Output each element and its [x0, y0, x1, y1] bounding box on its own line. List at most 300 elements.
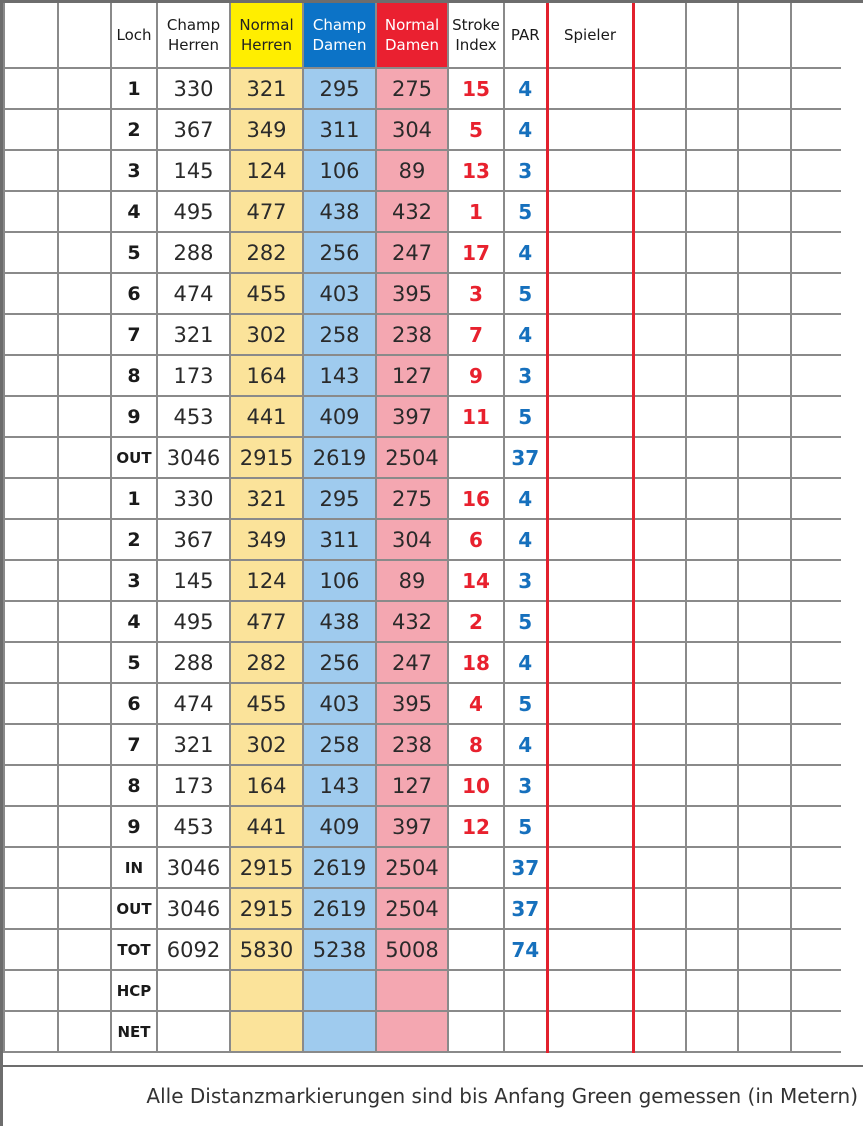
spieler-score-cell[interactable]	[547, 888, 633, 929]
player-mark-cell-b[interactable]	[58, 929, 111, 970]
score-cell[interactable]	[738, 970, 791, 1011]
spieler-score-cell[interactable]	[547, 191, 633, 232]
stroke-index-cell: 1	[448, 191, 504, 232]
blank-header-d	[686, 3, 738, 68]
score-cell[interactable]	[738, 355, 791, 396]
player-mark-cell-b[interactable]	[58, 601, 111, 642]
player-mark-cell-a[interactable]	[4, 970, 58, 1011]
champ-damen-cell: 2619	[303, 437, 376, 478]
player-mark-cell-b[interactable]	[58, 355, 111, 396]
score-cell[interactable]	[738, 683, 791, 724]
score-cell[interactable]	[633, 560, 686, 601]
score-cell[interactable]	[686, 150, 738, 191]
player-mark-cell-a[interactable]	[4, 601, 58, 642]
score-cell[interactable]	[791, 683, 841, 724]
champ-herren-cell: 367	[157, 519, 230, 560]
player-mark-cell-a[interactable]	[4, 642, 58, 683]
score-cell[interactable]	[633, 642, 686, 683]
table-row	[4, 888, 841, 929]
stroke-index-cell: 12	[448, 806, 504, 847]
score-cell[interactable]	[633, 519, 686, 560]
player-mark-cell-b[interactable]	[58, 232, 111, 273]
blank-header-c	[633, 3, 686, 68]
score-cell[interactable]	[633, 724, 686, 765]
score-cell[interactable]	[686, 437, 738, 478]
player-mark-cell-b[interactable]	[58, 970, 111, 1011]
score-cell[interactable]	[633, 929, 686, 970]
score-cell[interactable]	[686, 273, 738, 314]
score-cell[interactable]	[686, 888, 738, 929]
score-cell[interactable]	[738, 847, 791, 888]
score-cell[interactable]	[791, 437, 841, 478]
score-cell[interactable]	[738, 642, 791, 683]
score-cell[interactable]	[738, 560, 791, 601]
score-cell[interactable]	[738, 478, 791, 519]
score-cell[interactable]	[686, 1011, 738, 1052]
score-cell[interactable]	[791, 314, 841, 355]
spieler-score-cell[interactable]	[547, 519, 633, 560]
player-mark-cell-b[interactable]	[58, 642, 111, 683]
normal-damen-cell: 395	[376, 273, 448, 314]
champ-herren-cell	[157, 970, 230, 1011]
stroke-index-cell: 8	[448, 724, 504, 765]
score-cell[interactable]	[633, 437, 686, 478]
score-cell[interactable]	[633, 314, 686, 355]
score-cell[interactable]	[738, 724, 791, 765]
hole-cell: 8	[111, 355, 157, 396]
player-mark-cell-b[interactable]	[58, 724, 111, 765]
player-mark-cell-a[interactable]	[4, 724, 58, 765]
player-mark-cell-a[interactable]	[4, 683, 58, 724]
player-mark-cell-b[interactable]	[58, 888, 111, 929]
normal-damen-cell: 304	[376, 519, 448, 560]
player-mark-cell-a[interactable]	[4, 355, 58, 396]
champ-damen-cell: 258	[303, 314, 376, 355]
score-cell[interactable]	[633, 765, 686, 806]
player-mark-cell-a[interactable]	[4, 109, 58, 150]
score-cell[interactable]	[791, 724, 841, 765]
champ-damen-cell: 438	[303, 191, 376, 232]
normal-herren-cell	[230, 1011, 303, 1052]
hole-cell: OUT	[111, 437, 157, 478]
normal-herren-cell: 477	[230, 601, 303, 642]
hole-cell: HCP	[111, 970, 157, 1011]
par-cell: 4	[504, 109, 547, 150]
spieler-score-cell[interactable]	[547, 806, 633, 847]
normal-herren-cell: 2915	[230, 437, 303, 478]
player-mark-cell-a[interactable]	[4, 396, 58, 437]
score-cell[interactable]	[686, 519, 738, 560]
score-cell[interactable]	[633, 478, 686, 519]
player-mark-cell-b[interactable]	[58, 560, 111, 601]
score-cell[interactable]	[633, 806, 686, 847]
player-mark-cell-b[interactable]	[58, 150, 111, 191]
score-cell[interactable]	[738, 888, 791, 929]
score-cell[interactable]	[791, 888, 841, 929]
champ-herren-cell: 3046	[157, 847, 230, 888]
champ-damen-cell: 311	[303, 109, 376, 150]
player-mark-cell-a[interactable]	[4, 437, 58, 478]
score-cell[interactable]	[791, 191, 841, 232]
hole-cell: 1	[111, 68, 157, 109]
score-cell[interactable]	[738, 191, 791, 232]
scorecard-table	[3, 3, 841, 1053]
champ-herren-cell: 173	[157, 765, 230, 806]
footer-note: Alle Distanzmarkierungen sind bis Anfang Green gemessen (in Metern)	[146, 1084, 858, 1108]
player-mark-cell-a[interactable]	[4, 560, 58, 601]
hole-cell: 4	[111, 601, 157, 642]
score-cell[interactable]	[791, 642, 841, 683]
normal-damen-cell: 275	[376, 478, 448, 519]
player-mark-cell-a[interactable]	[4, 888, 58, 929]
score-cell[interactable]	[791, 806, 841, 847]
score-cell[interactable]	[738, 1011, 791, 1052]
stroke-index-cell: 7	[448, 314, 504, 355]
spieler-score-cell[interactable]	[547, 150, 633, 191]
score-cell[interactable]	[791, 355, 841, 396]
table-row	[4, 273, 841, 314]
score-cell[interactable]	[686, 396, 738, 437]
score-cell[interactable]	[738, 519, 791, 560]
player-mark-cell-b[interactable]	[58, 68, 111, 109]
normal-damen-cell: 238	[376, 724, 448, 765]
score-cell[interactable]	[791, 970, 841, 1011]
score-cell[interactable]	[738, 601, 791, 642]
score-cell[interactable]	[686, 806, 738, 847]
score-cell[interactable]	[686, 765, 738, 806]
spieler-score-cell[interactable]	[547, 314, 633, 355]
normal-herren-cell: 321	[230, 68, 303, 109]
stroke-index-cell	[448, 888, 504, 929]
hole-cell: 6	[111, 273, 157, 314]
player-mark-cell-b[interactable]	[58, 109, 111, 150]
hole-cell: TOT	[111, 929, 157, 970]
score-cell[interactable]	[633, 396, 686, 437]
player-mark-cell-a[interactable]	[4, 519, 58, 560]
table-row	[4, 765, 841, 806]
champ-damen-cell	[303, 970, 376, 1011]
score-cell[interactable]	[633, 683, 686, 724]
normal-damen-cell	[376, 1011, 448, 1052]
score-cell[interactable]	[791, 478, 841, 519]
score-cell[interactable]	[791, 519, 841, 560]
player-mark-cell-b[interactable]	[58, 478, 111, 519]
player-mark-cell-a[interactable]	[4, 806, 58, 847]
table-row	[4, 355, 841, 396]
score-cell[interactable]	[686, 642, 738, 683]
champ-damen-cell: 5238	[303, 929, 376, 970]
score-cell[interactable]	[686, 724, 738, 765]
normal-herren-cell	[230, 970, 303, 1011]
spieler-score-cell[interactable]	[547, 478, 633, 519]
spieler-score-cell[interactable]	[547, 396, 633, 437]
stroke-index-cell: 9	[448, 355, 504, 396]
spieler-score-cell[interactable]	[547, 560, 633, 601]
player-mark-cell-b[interactable]	[58, 437, 111, 478]
score-cell[interactable]	[633, 191, 686, 232]
normal-damen-cell: 5008	[376, 929, 448, 970]
score-cell[interactable]	[633, 1011, 686, 1052]
champ-herren-cell: 288	[157, 642, 230, 683]
header-normal-herren: Normal Herren	[230, 3, 303, 68]
score-cell[interactable]	[633, 273, 686, 314]
spieler-score-cell[interactable]	[547, 109, 633, 150]
champ-herren-cell: 474	[157, 683, 230, 724]
champ-damen-cell: 2619	[303, 888, 376, 929]
stroke-index-cell: 14	[448, 560, 504, 601]
score-cell[interactable]	[686, 68, 738, 109]
score-cell[interactable]	[791, 396, 841, 437]
stroke-index-cell: 18	[448, 642, 504, 683]
table-row	[4, 970, 841, 1011]
score-cell[interactable]	[738, 232, 791, 273]
player-mark-cell-a[interactable]	[4, 232, 58, 273]
table-row	[4, 437, 841, 478]
normal-herren-cell: 441	[230, 806, 303, 847]
player-mark-cell-b[interactable]	[58, 806, 111, 847]
score-cell[interactable]	[686, 929, 738, 970]
champ-herren-cell: 367	[157, 109, 230, 150]
table-row	[4, 806, 841, 847]
hole-cell: OUT	[111, 888, 157, 929]
score-cell[interactable]	[738, 109, 791, 150]
hole-cell: 5	[111, 642, 157, 683]
par-cell: 4	[504, 519, 547, 560]
score-cell[interactable]	[633, 109, 686, 150]
par-cell: 4	[504, 478, 547, 519]
normal-damen-cell: 432	[376, 601, 448, 642]
par-cell: 4	[504, 232, 547, 273]
score-cell[interactable]	[738, 314, 791, 355]
normal-damen-cell: 89	[376, 150, 448, 191]
score-cell[interactable]	[791, 765, 841, 806]
player-mark-cell-a[interactable]	[4, 314, 58, 355]
score-cell[interactable]	[791, 68, 841, 109]
score-cell[interactable]	[791, 150, 841, 191]
score-cell[interactable]	[738, 806, 791, 847]
score-cell[interactable]	[686, 478, 738, 519]
score-cell[interactable]	[791, 273, 841, 314]
champ-damen-cell: 409	[303, 806, 376, 847]
stroke-index-cell: 15	[448, 68, 504, 109]
score-cell[interactable]	[686, 191, 738, 232]
par-cell: 5	[504, 683, 547, 724]
spieler-score-cell[interactable]	[547, 847, 633, 888]
table-row	[4, 642, 841, 683]
par-cell: 74	[504, 929, 547, 970]
player-mark-cell-a[interactable]	[4, 191, 58, 232]
normal-damen-cell: 2504	[376, 437, 448, 478]
player-mark-cell-a[interactable]	[4, 765, 58, 806]
player-mark-cell-a[interactable]	[4, 273, 58, 314]
score-cell[interactable]	[686, 109, 738, 150]
stroke-index-cell: 4	[448, 683, 504, 724]
normal-damen-cell: 238	[376, 314, 448, 355]
table-row	[4, 560, 841, 601]
spieler-score-cell[interactable]	[547, 273, 633, 314]
score-cell[interactable]	[686, 847, 738, 888]
champ-damen-cell: 143	[303, 765, 376, 806]
par-cell: 3	[504, 150, 547, 191]
champ-herren-cell: 495	[157, 191, 230, 232]
champ-damen-cell: 403	[303, 273, 376, 314]
normal-herren-cell: 349	[230, 109, 303, 150]
normal-damen-cell: 397	[376, 396, 448, 437]
player-mark-cell-a[interactable]	[4, 1011, 58, 1052]
spieler-score-cell[interactable]	[547, 437, 633, 478]
player-mark-cell-b[interactable]	[58, 765, 111, 806]
normal-damen-cell: 127	[376, 355, 448, 396]
normal-herren-cell: 2915	[230, 847, 303, 888]
player-mark-cell-b[interactable]	[58, 683, 111, 724]
spieler-score-cell[interactable]	[547, 601, 633, 642]
normal-herren-cell: 282	[230, 232, 303, 273]
player-mark-cell-b[interactable]	[58, 273, 111, 314]
champ-damen-cell: 106	[303, 560, 376, 601]
score-cell[interactable]	[633, 888, 686, 929]
player-mark-cell-b[interactable]	[58, 847, 111, 888]
score-cell[interactable]	[791, 601, 841, 642]
table-row	[4, 929, 841, 970]
spieler-score-cell[interactable]	[547, 232, 633, 273]
hole-cell: 7	[111, 724, 157, 765]
normal-herren-cell: 302	[230, 314, 303, 355]
spieler-score-cell[interactable]	[547, 642, 633, 683]
normal-damen-cell: 89	[376, 560, 448, 601]
score-cell[interactable]	[633, 150, 686, 191]
score-cell[interactable]	[738, 437, 791, 478]
spieler-score-cell[interactable]	[547, 68, 633, 109]
hole-cell: 9	[111, 806, 157, 847]
score-cell[interactable]	[791, 232, 841, 273]
champ-herren-cell: 145	[157, 150, 230, 191]
table-row	[4, 396, 841, 437]
normal-herren-cell: 349	[230, 519, 303, 560]
player-mark-cell-a[interactable]	[4, 68, 58, 109]
table-row	[4, 724, 841, 765]
stroke-index-cell: 17	[448, 232, 504, 273]
par-cell: 37	[504, 847, 547, 888]
champ-damen-cell: 438	[303, 601, 376, 642]
spieler-score-cell[interactable]	[547, 929, 633, 970]
champ-damen-cell: 2619	[303, 847, 376, 888]
score-cell[interactable]	[686, 560, 738, 601]
score-cell[interactable]	[738, 765, 791, 806]
hole-cell: 7	[111, 314, 157, 355]
score-cell[interactable]	[791, 560, 841, 601]
hole-cell: 9	[111, 396, 157, 437]
hole-cell: 3	[111, 150, 157, 191]
score-cell[interactable]	[686, 232, 738, 273]
score-cell[interactable]	[791, 1011, 841, 1052]
score-cell[interactable]	[633, 970, 686, 1011]
normal-herren-cell: 302	[230, 724, 303, 765]
champ-herren-cell	[157, 1011, 230, 1052]
score-cell[interactable]	[738, 929, 791, 970]
par-cell: 3	[504, 355, 547, 396]
champ-damen-cell: 311	[303, 519, 376, 560]
spieler-score-cell[interactable]	[547, 355, 633, 396]
par-cell	[504, 1011, 547, 1052]
score-cell[interactable]	[686, 683, 738, 724]
hole-cell: 3	[111, 560, 157, 601]
player-mark-cell-b[interactable]	[58, 1011, 111, 1052]
table-row	[4, 109, 841, 150]
champ-herren-cell: 330	[157, 68, 230, 109]
table-row	[4, 601, 841, 642]
score-cell[interactable]	[686, 355, 738, 396]
stroke-index-cell: 5	[448, 109, 504, 150]
stroke-index-cell: 13	[448, 150, 504, 191]
normal-herren-cell: 282	[230, 642, 303, 683]
score-cell[interactable]	[633, 847, 686, 888]
player-mark-cell-a[interactable]	[4, 150, 58, 191]
champ-damen-cell	[303, 1011, 376, 1052]
score-cell[interactable]	[738, 150, 791, 191]
stroke-index-cell: 6	[448, 519, 504, 560]
champ-herren-cell: 495	[157, 601, 230, 642]
normal-herren-cell: 124	[230, 560, 303, 601]
player-mark-cell-a[interactable]	[4, 478, 58, 519]
player-mark-cell-a[interactable]	[4, 847, 58, 888]
score-cell[interactable]	[738, 396, 791, 437]
par-cell: 4	[504, 642, 547, 683]
spieler-score-cell[interactable]	[547, 683, 633, 724]
score-cell[interactable]	[686, 970, 738, 1011]
score-cell[interactable]	[633, 232, 686, 273]
score-cell[interactable]	[791, 847, 841, 888]
normal-damen-cell: 127	[376, 765, 448, 806]
par-cell: 5	[504, 191, 547, 232]
normal-herren-cell: 2915	[230, 888, 303, 929]
spieler-score-cell[interactable]	[547, 970, 633, 1011]
par-cell: 4	[504, 68, 547, 109]
score-cell[interactable]	[633, 68, 686, 109]
score-cell[interactable]	[791, 109, 841, 150]
score-cell[interactable]	[633, 601, 686, 642]
player-mark-cell-b[interactable]	[58, 314, 111, 355]
score-cell[interactable]	[633, 355, 686, 396]
normal-damen-cell: 2504	[376, 888, 448, 929]
normal-damen-cell: 397	[376, 806, 448, 847]
champ-damen-cell: 295	[303, 68, 376, 109]
table-row	[4, 847, 841, 888]
champ-damen-cell: 143	[303, 355, 376, 396]
stroke-index-cell	[448, 437, 504, 478]
spieler-score-cell[interactable]	[547, 1011, 633, 1052]
score-cell[interactable]	[791, 929, 841, 970]
champ-damen-cell: 403	[303, 683, 376, 724]
champ-herren-cell: 173	[157, 355, 230, 396]
spieler-score-cell[interactable]	[547, 765, 633, 806]
spieler-score-cell[interactable]	[547, 724, 633, 765]
score-cell[interactable]	[686, 314, 738, 355]
normal-herren-cell: 321	[230, 478, 303, 519]
player-mark-cell-a[interactable]	[4, 929, 58, 970]
score-cell[interactable]	[686, 601, 738, 642]
table-row	[4, 519, 841, 560]
blank-header-b	[58, 3, 111, 68]
player-mark-cell-b[interactable]	[58, 191, 111, 232]
blank-header-f	[791, 3, 841, 68]
score-cell[interactable]	[738, 68, 791, 109]
normal-damen-cell: 247	[376, 232, 448, 273]
score-cell[interactable]	[738, 273, 791, 314]
player-mark-cell-b[interactable]	[58, 396, 111, 437]
stroke-index-cell	[448, 929, 504, 970]
player-mark-cell-b[interactable]	[58, 519, 111, 560]
header-normal-damen: Normal Damen	[376, 3, 448, 68]
